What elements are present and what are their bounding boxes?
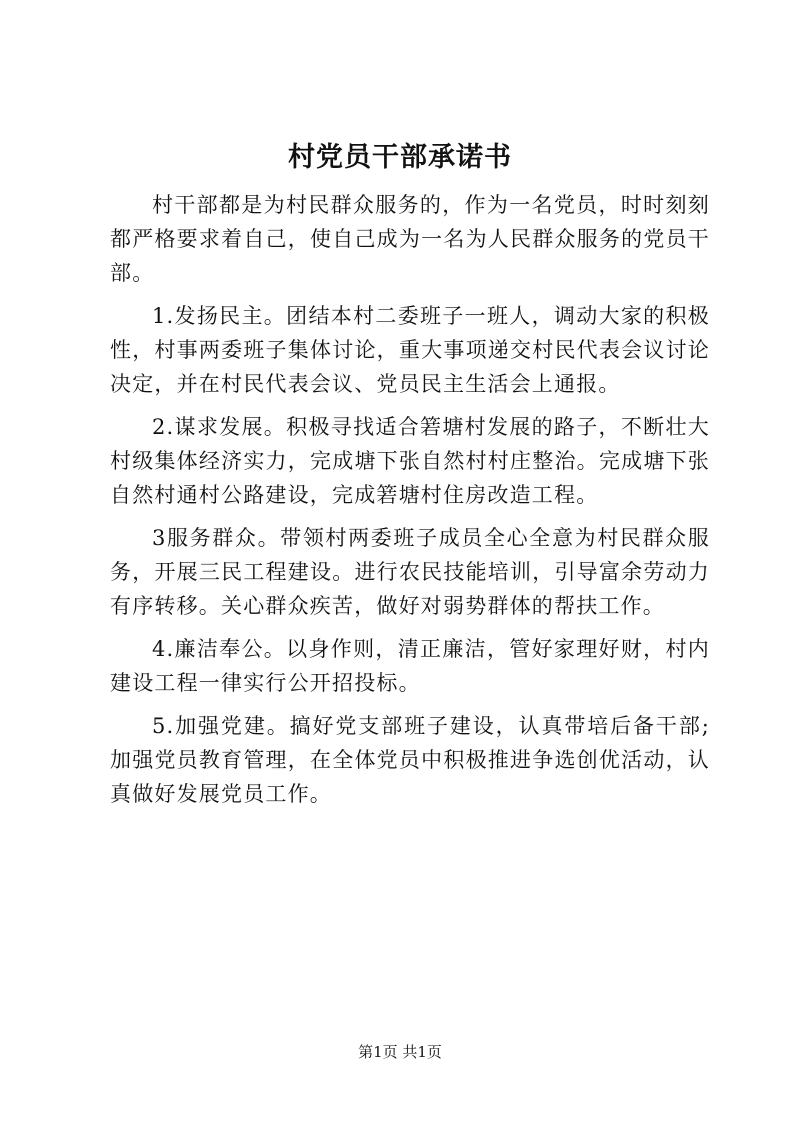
page-footer: 第1页 共1页 bbox=[358, 1043, 442, 1061]
paragraph-item-1: 1.发扬民主。团结本村二委班子一班人，调动大家的积极性，村事两委班子集体讨论，重大事项递交村民代表会议讨论决定，并在村民代表会议、党员民主生活会上通报。 bbox=[110, 304, 710, 396]
paragraph-item-3: 3服务群众。带领村两委班子成员全心全意为村民群众服务，开展三民工程建设。进行农民技能培训，引导富余劳动力有序转移。关心群众疾苦，做好对弱势群体的帮扶工作。 bbox=[110, 526, 710, 618]
document-body bbox=[110, 188, 710, 820]
paragraph-intro: 村干部都是为村民群众服务的，作为一名党员，时时刻刻都严格要求着自己，使自己成为一名为人民群众服务的党员干部。 bbox=[110, 193, 710, 285]
paragraph-item-5: 5.加强党建。搞好党支部班子建设，认真带培后备干部;加强党员教育管理，在全体党员中积极推进争选创优活动，认真做好发展党员工作。 bbox=[110, 714, 710, 806]
paragraph-item-4: 4.廉洁奉公。以身作则，清正廉洁，管好家理好财，村内建设工程一律实行公开招投标。 bbox=[110, 637, 710, 695]
document-title: 村党员干部承诺书 bbox=[288, 142, 512, 173]
paragraph-item-2: 2.谋求发展。积极寻找适合箬塘村发展的路子，不断壮大村级集体经济实力，完成塘下张自然村村庄整治。完成塘下张自然村通村公路建设，完成箬塘村住房改造工程。 bbox=[110, 415, 710, 507]
